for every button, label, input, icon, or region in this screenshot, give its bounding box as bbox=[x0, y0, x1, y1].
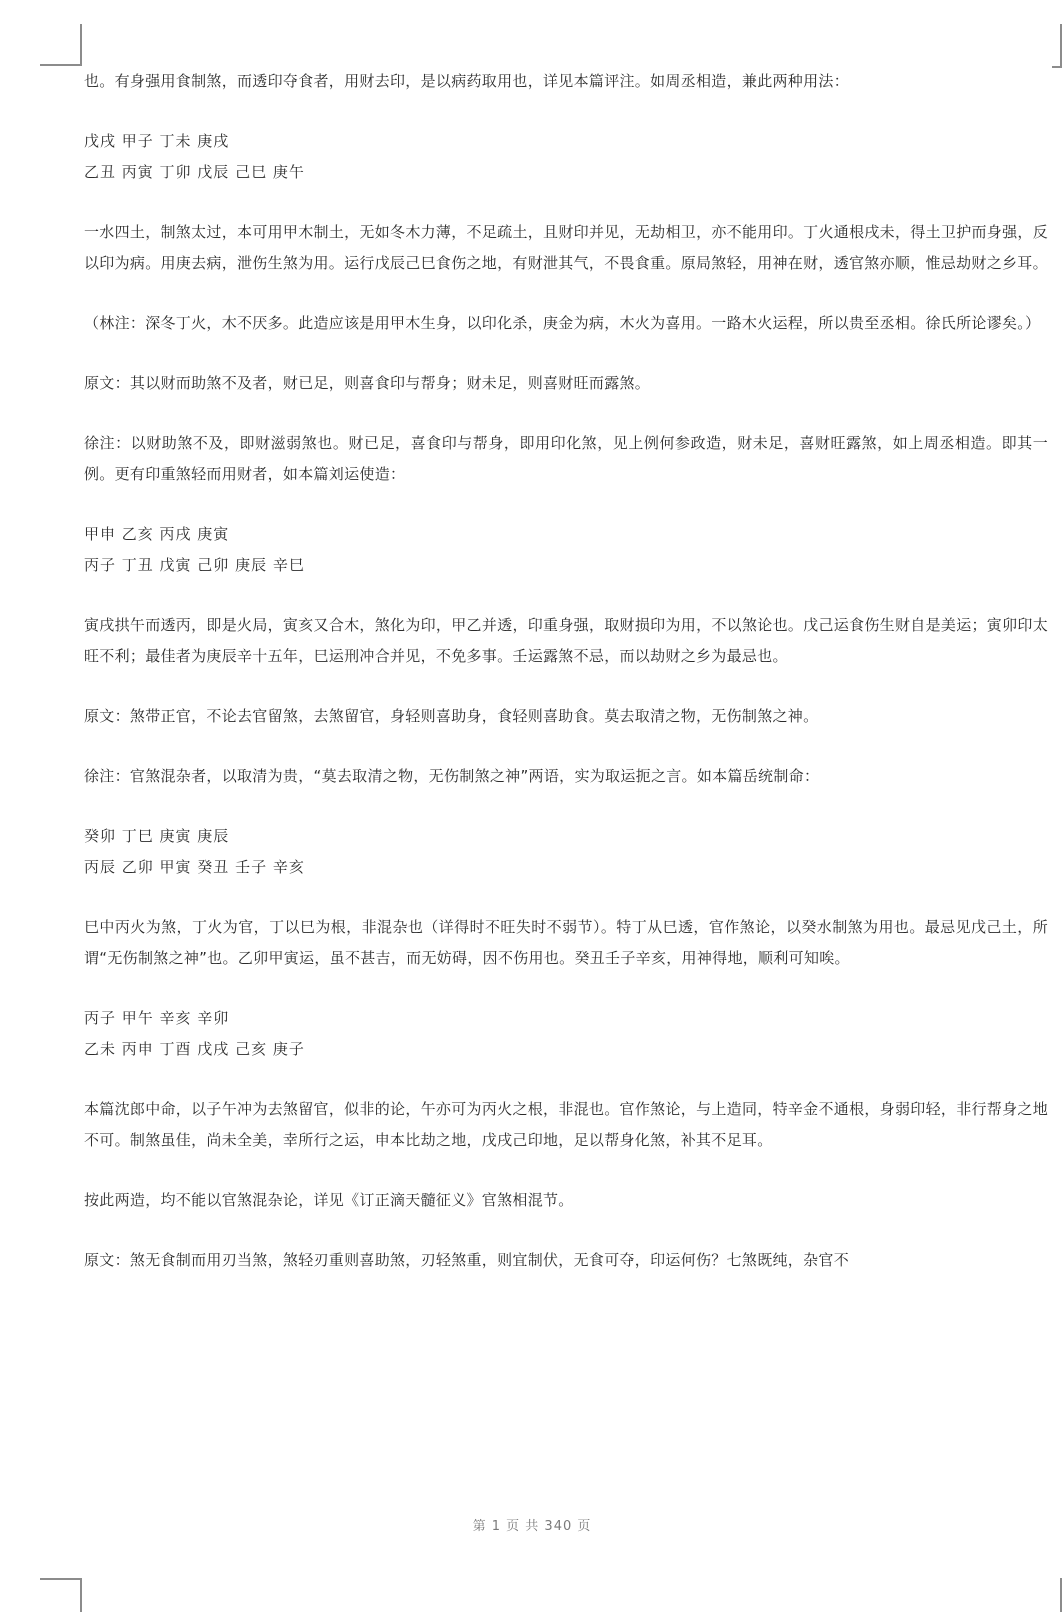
paragraph: （林注：深冬丁火，木不厌多。此造应该是用甲木生身，以印化杀，庚金为病，木火为喜用。一路木火运程，所以贵至丞相。徐氏所论谬矣。） bbox=[84, 314, 1041, 332]
crop-mark-top-right bbox=[1052, 66, 1062, 68]
bazi-chart bbox=[84, 1003, 1048, 1065]
bazi-chart bbox=[84, 519, 1048, 581]
chart-pillars: 丙子 甲午 辛亥 辛卯 bbox=[84, 1009, 230, 1027]
chart-pillars: 癸卯 丁巳 庚寅 庚辰 bbox=[84, 827, 230, 845]
paragraph: 原文：煞带正官，不论去官留煞，去煞留官，身轻则喜助身，食轻则喜助食。莫去取清之物，无伤制煞之神。 bbox=[84, 707, 819, 725]
bazi-chart bbox=[84, 126, 1048, 188]
bazi-chart bbox=[84, 821, 1048, 883]
paragraph: 按此两造，均不能以官煞混杂论，详见《订正滴天髓征义》官煞相混节。 bbox=[84, 1191, 574, 1209]
crop-mark-bottom-left bbox=[40, 1578, 82, 1580]
crop-mark-top-right bbox=[1060, 24, 1062, 68]
paragraph: 也。有身强用食制煞，而透印夺食者，用财去印，是以病药取用也，详见本篇评注。如周丞相造，兼此两种用法： bbox=[84, 72, 850, 90]
paragraph: 徐注：官煞混杂者，以取清为贵，“莫去取清之物，无伤制煞之神”两语，实为取运扼之言。如本篇岳统制命： bbox=[84, 767, 820, 785]
paragraph: 一水四土，制煞太过，本可用甲木制土，无如冬木力薄，不足疏土，且财印并见，无劫相卫，亦不能用印。丁火通根戌未，得土卫护而身强，反以印为病。用庚去病，泄伤生煞为用。运行戊辰己巳食伤之地，有财泄其气，不畏食重。原局煞轻，用神在财，透官煞亦顺，惟忌劫财之乡耳。 bbox=[84, 223, 1048, 272]
chart-luck-pillars: 丙子 丁丑 戊寅 己卯 庚辰 辛巳 bbox=[84, 556, 305, 574]
chart-luck-pillars: 乙未 丙申 丁酉 戊戌 己亥 庚子 bbox=[84, 1040, 305, 1058]
chart-luck-pillars: 乙丑 丙寅 丁卯 戊辰 己巳 庚午 bbox=[84, 163, 305, 181]
crop-mark-bottom-right bbox=[1060, 1578, 1062, 1612]
crop-mark-top-left bbox=[40, 64, 82, 66]
paragraph: 徐注：以财助煞不及，即财滋弱煞也。财已足，喜食印与帮身，即用印化煞，见上例何参政造，财未足，喜财旺露煞，如上周丞相造。即其一例。更有印重煞轻而用财者，如本篇刘运使造： bbox=[84, 434, 1048, 483]
chart-pillars: 戊戌 甲子 丁未 庚戌 bbox=[84, 132, 230, 150]
paragraph: 原文：煞无食制而用刃当煞，煞轻刃重则喜助煞，刃轻煞重，则宜制伏，无食可夺，印运何伤？七煞既纯，杂官不 bbox=[84, 1251, 850, 1269]
paragraph: 寅戌拱午而透丙，即是火局，寅亥又合木，煞化为印，甲乙并透，印重身强，取财损印为用，不以煞论也。戊己运食伤生财自是美运；寅卯印太旺不利；最佳者为庚辰辛十五年，巳运刑冲合并见，不免多事。壬运露煞不忌，而以劫财之乡为最忌也。 bbox=[84, 616, 1048, 665]
page-body bbox=[84, 66, 1048, 1305]
chart-luck-pillars: 丙辰 乙卯 甲寅 癸丑 壬子 辛亥 bbox=[84, 858, 305, 876]
crop-mark-bottom-left bbox=[80, 1578, 82, 1612]
paragraph: 本篇沈郎中命，以子午冲为去煞留官，似非的论，午亦可为丙火之根，非混也。官作煞论，与上造同，特辛金不通根，身弱印轻，非行帮身之地不可。制煞虽佳，尚未全美，幸所行之运，申本比劫之地，戊戌己印地，足以帮身化煞，补其不足耳。 bbox=[84, 1100, 1048, 1149]
paragraph: 原文：其以财而助煞不及者，财已足，则喜食印与帮身；财未足，则喜财旺而露煞。 bbox=[84, 374, 651, 392]
page-number-footer: 第 1 页 共 340 页 bbox=[472, 1519, 592, 1534]
crop-mark-top-left bbox=[80, 24, 82, 66]
paragraph: 巳中丙火为煞，丁火为官，丁以巳为根，非混杂也（详得时不旺失时不弱节）。特丁从巳透，官作煞论，以癸水制煞为用也。最忌见戊己土，所谓“无伤制煞之神”也。乙卯甲寅运，虽不甚吉，而无妨碍，因不伤用也。癸丑壬子辛亥，用神得地，顺利可知唉。 bbox=[84, 918, 1048, 967]
chart-pillars: 甲申 乙亥 丙戌 庚寅 bbox=[84, 525, 230, 543]
